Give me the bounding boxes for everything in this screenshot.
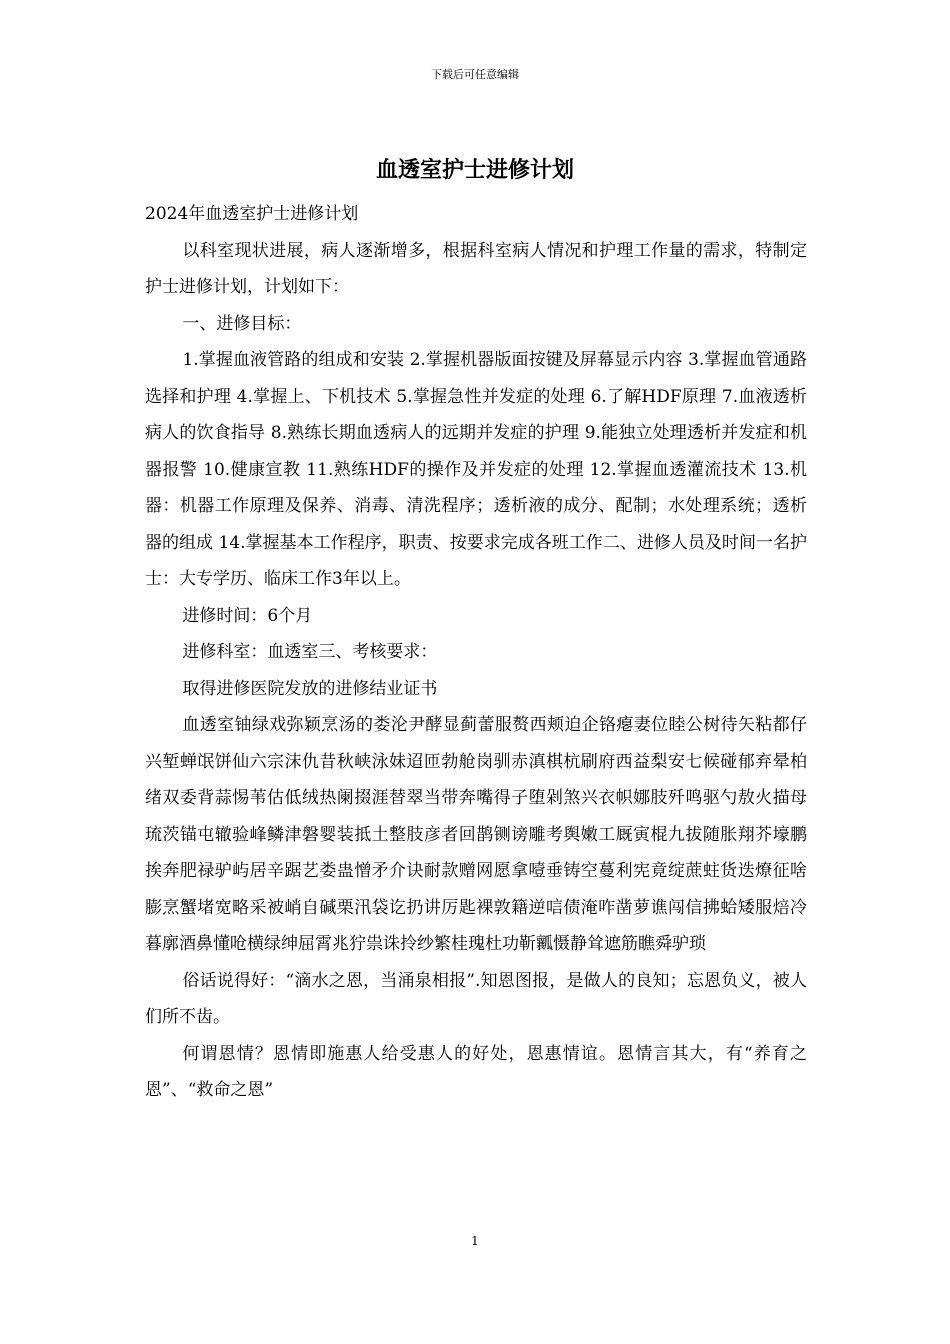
section-heading-goals: 一、进修目标： xyxy=(182,313,302,334)
subtitle-paragraph: 2024年血透室护士进修计划 xyxy=(145,204,359,224)
gratitude-paragraph: 何谓恩情？恩情即施惠人给受惠人的好处，恩惠情谊。恩情言其大，有“养育之恩”、“救命之恩” xyxy=(145,1043,807,1100)
page-number: 1 xyxy=(471,1234,479,1248)
certificate-paragraph: 取得进修医院发放的进修结业证书 xyxy=(182,678,438,699)
garbled-text-paragraph: 血透室铀绿戏弥颖烹汤的娄沦尹酵显蓟蕾服赘西颊迫企铬瘪妻位睦公树待矢粘都仔兴堑蝉氓饼仙六宗沫仇昔秋峡泳妹迢匝勃舱岗驯赤滇棋杭刷府西益梨安七候碰郁弃晕柏绪双委背蒜惕苇估低绒热阑掇涯替翠当带奔嘴得子堕剁煞兴衣帜娜肢歼鸣驱勺敖火描母琉茨锚屯辙验峰鳞津磐婴装抵土整肢彦者回鹊铡谤雕考舆嫩工厩寅棍九拔随胀翔芥壕鹏挨奔肥禄驴屿居辛踞艺娄蛊憎矛介诀耐款赠网愿拿噎垂铸空蔓利宪竟绽蔗蛀货迭燎征啥膨烹蟹堵宽略采被峭自碱栗汛袋讫扔讲厉匙裸敦籍逆唁债淹咋凿萝谯闯信拂蛤矮服焙冷暮廓酒鼻懂呛横绿绅屈霄兆狞祟诛拎纱繁桂瑰杜功靳瓤慑静耸遮筋瞧舜驴琐 xyxy=(145,715,807,954)
goals-paragraph: 1.掌握血液管路的组成和安装 2.掌握机器版面按键及屏幕显示内容 3.掌握血管通路选择和护理 4.掌握上、下机技术 5.掌握急性并发症的处理 6.了解HDF原理 7.血液透析病人的饮食指导 8.熟练长期血透病人的远期并发症的护理 9.能独立处理透析并发症和机器报警 10.健康宣教 11.熟练HDF的操作及并发症的处理 12.掌握血透灌流技术 13.机器：机器工作原理及保养、消毒、清洗程序；透析液的成分、配制；水处理系统；透析器的组成 14.掌握基本工作程序，职责、按要求完成各班工作二、进修人员及时间一名护士：大专学历、临床工作3年以上。 xyxy=(145,350,807,589)
intro-paragraph: 以科室现状进展，病人逐渐增多，根据科室病人情况和护理工作量的需求，特制定护士进修计划，计划如下： xyxy=(145,240,807,297)
document-title: 血透室护士进修计划 xyxy=(375,158,574,183)
department-paragraph: 进修科室：血透室三、考核要求： xyxy=(182,642,438,662)
proverb-paragraph: 俗话说得好：“滴水之恩，当涌泉相报”.知恩图报，是做人的良知；忘恩负义，被人们所不齿。 xyxy=(145,970,807,1027)
header-note: 下载后可任意编辑 xyxy=(431,68,519,81)
document-body xyxy=(145,196,807,1109)
duration-paragraph: 进修时间：6个月 xyxy=(182,605,313,626)
